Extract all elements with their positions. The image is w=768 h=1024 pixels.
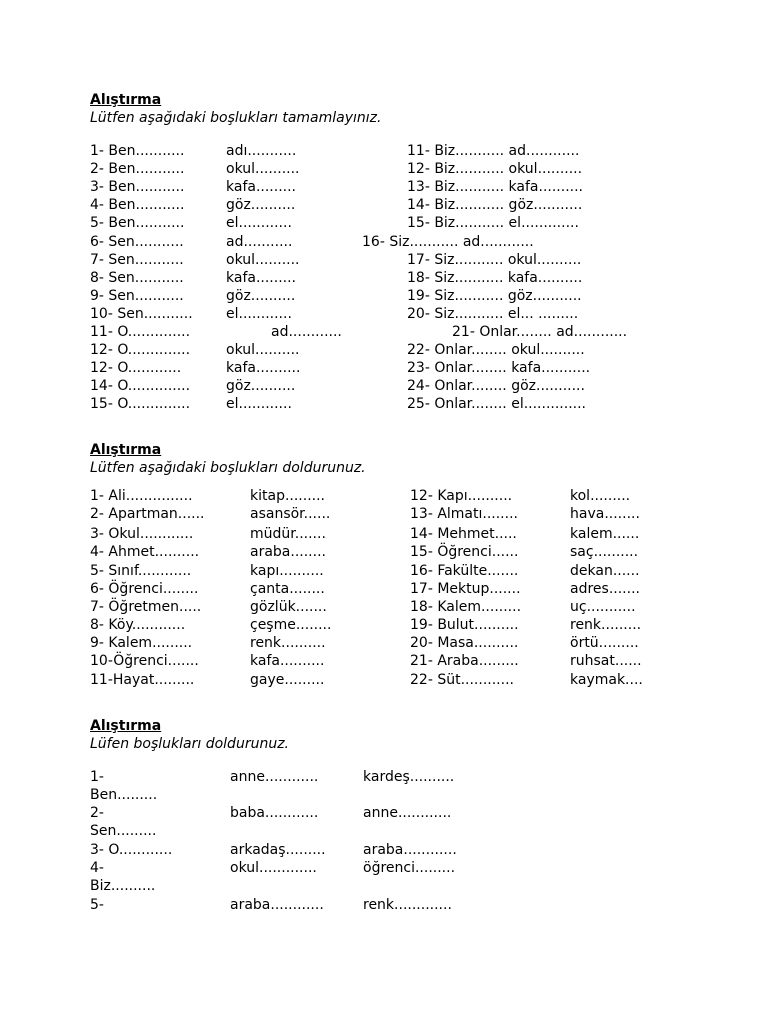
subject-blank: 9- Sen........... xyxy=(90,287,184,304)
section-instruction: Lütfen aşağıdaki boşlukları tamamlayınız. xyxy=(90,110,382,126)
blank-cell: 9- Kalem......... xyxy=(90,635,193,651)
number-label: 4- xyxy=(90,860,104,876)
noun-blank: okul.......... xyxy=(226,251,300,268)
blank-cell: uç........... xyxy=(570,599,636,615)
blank-cell: 16- Fakülte....... xyxy=(410,563,519,579)
blank-cell: çeşme........ xyxy=(250,617,332,633)
noun-blank: ad........... xyxy=(226,233,293,250)
blank-cell: okul............. xyxy=(230,860,317,876)
number-label: 3- O............ xyxy=(90,842,173,858)
blank-cell: adres....... xyxy=(570,581,640,597)
section-instruction: Lüfen boşlukları doldurunuz. xyxy=(90,736,289,752)
subject-noun-blank: 22- Onlar........ okul.......... xyxy=(407,342,585,359)
noun-blank: adı........... xyxy=(226,143,297,159)
exercise-section-3 xyxy=(90,718,730,753)
blank-cell: 15- Öğrenci...... xyxy=(410,544,519,560)
exercise-section-1 xyxy=(90,92,730,127)
blank-cell: saç.......... xyxy=(570,544,639,560)
blank-cell: 17- Mektup....... xyxy=(410,581,521,597)
subject-blank: 12- O............ xyxy=(90,360,182,377)
noun-blank: el............ xyxy=(226,305,292,322)
blank-cell: renk.......... xyxy=(250,635,326,651)
blank-cell: kaymak.... xyxy=(570,672,643,688)
blank-cell: gaye......... xyxy=(250,672,325,688)
noun-blank: el............ xyxy=(226,215,292,232)
subject-blank: Ben......... xyxy=(90,787,158,803)
blank-cell: kalem...... xyxy=(570,526,640,542)
section-heading: Alıştırma xyxy=(90,92,162,108)
subject-blank: Sen......... xyxy=(90,823,157,839)
noun-blank: ad............ xyxy=(271,324,342,340)
blank-cell: 20- Masa.......... xyxy=(410,635,519,651)
blank-cell: kitap......... xyxy=(250,488,326,504)
blank-cell: çanta........ xyxy=(250,581,325,597)
blank-cell: araba............ xyxy=(363,842,457,858)
noun-blank: göz.......... xyxy=(226,378,296,395)
subject-blank: 8- Sen........... xyxy=(90,269,184,286)
blank-cell: gözlük....... xyxy=(250,599,327,615)
blank-cell: 2- Apartman...... xyxy=(90,506,205,522)
blank-cell: 4- Ahmet.......... xyxy=(90,544,200,560)
subject-blank: 6- Sen........... xyxy=(90,233,184,250)
subject-noun-blank: 18- Siz........... kafa.......... xyxy=(407,269,583,286)
subject-blank: 11- O.............. xyxy=(90,324,191,340)
blank-cell: öğrenci......... xyxy=(363,860,456,876)
blank-cell: 6- Öğrenci........ xyxy=(90,581,199,597)
blank-cell: 14- Mehmet..... xyxy=(410,526,517,542)
blank-cell: 5- Sınıf............ xyxy=(90,563,192,579)
subject-blank: 5- Ben........... xyxy=(90,215,185,232)
blank-cell: araba............ xyxy=(230,897,324,913)
number-label: 5- xyxy=(90,897,104,913)
section-heading: Alıştırma xyxy=(90,442,162,458)
subject-blank: 14- O.............. xyxy=(90,378,191,395)
blank-cell: 11-Hayat......... xyxy=(90,672,195,688)
subject-noun-blank: 16- Siz........... ad............ xyxy=(362,233,534,250)
noun-blank: kafa......... xyxy=(226,179,296,196)
subject-blank: 3- Ben........... xyxy=(90,179,185,196)
blank-cell: anne............ xyxy=(230,769,319,785)
blank-cell: anne............ xyxy=(363,805,452,821)
blank-cell: asansör...... xyxy=(250,506,331,522)
blank-cell: ruhsat...... xyxy=(570,653,642,669)
blank-cell: 12- Kapı.......... xyxy=(410,488,513,504)
noun-blank: okul.......... xyxy=(226,342,300,359)
blank-cell: 1- Ali............... xyxy=(90,488,193,504)
number-label: 2- xyxy=(90,805,104,821)
subject-noun-blank: 17- Siz........... okul.......... xyxy=(407,251,582,268)
subject-noun-blank: 23- Onlar........ kafa........... xyxy=(407,360,591,377)
blank-cell: 21- Araba......... xyxy=(410,653,519,669)
subject-blank: 2- Ben........... xyxy=(90,161,185,178)
blank-cell: renk............. xyxy=(363,897,452,913)
section-instruction: Lütfen aşağıdaki boşlukları doldurunuz. xyxy=(90,460,366,476)
subject-blank: 1- Ben........... xyxy=(90,143,185,159)
blank-cell: kol......... xyxy=(570,488,631,504)
subject-blank: 12- O.............. xyxy=(90,342,191,359)
section-heading: Alıştırma xyxy=(90,718,162,734)
blank-cell: araba........ xyxy=(250,544,326,560)
subject-blank: 15- O.............. xyxy=(90,396,191,413)
noun-blank: göz.......... xyxy=(226,197,296,214)
blank-cell: kafa.......... xyxy=(250,653,325,669)
subject-blank: Biz.......... xyxy=(90,878,156,894)
blank-cell: müdür....... xyxy=(250,526,326,542)
subject-noun-blank: 21- Onlar........ ad............ xyxy=(452,324,628,340)
blank-cell: 18- Kalem......... xyxy=(410,599,522,615)
blank-cell: baba............ xyxy=(230,805,319,821)
blank-cell: 13- Almatı........ xyxy=(410,506,518,522)
blank-cell: 10-Öğrenci....... xyxy=(90,653,199,669)
subject-noun-blank: 19- Siz........... göz........... xyxy=(407,287,582,304)
subject-noun-blank: 14- Biz........... göz........... xyxy=(407,197,583,214)
subject-noun-blank: 11- Biz........... ad............ xyxy=(407,143,580,159)
noun-blank: kafa.......... xyxy=(226,360,301,377)
subject-noun-blank: 25- Onlar........ el.............. xyxy=(407,396,587,413)
noun-blank: okul.......... xyxy=(226,161,300,178)
blank-cell: 8- Köy............ xyxy=(90,617,186,633)
blank-cell: hava........ xyxy=(570,506,640,522)
subject-noun-blank: 12- Biz........... okul.......... xyxy=(407,161,583,178)
exercise-section-2 xyxy=(90,442,730,477)
subject-noun-blank: 24- Onlar........ göz........... xyxy=(407,378,585,395)
blank-cell: 3- Okul............ xyxy=(90,526,194,542)
blank-cell: dekan...... xyxy=(570,563,640,579)
subject-noun-blank: 15- Biz........... el............. xyxy=(407,215,579,232)
blank-cell: renk......... xyxy=(570,617,642,633)
subject-blank: 4- Ben........... xyxy=(90,197,185,214)
blank-cell: 7- Öğretmen..... xyxy=(90,599,202,615)
blank-cell: örtü......... xyxy=(570,635,639,651)
noun-blank: göz.......... xyxy=(226,287,296,304)
blank-cell: arkadaş......... xyxy=(230,842,326,858)
noun-blank: kafa......... xyxy=(226,269,296,286)
blank-cell: kardeş.......... xyxy=(363,769,455,785)
subject-noun-blank: 20- Siz........... el... ......... xyxy=(407,305,579,322)
subject-noun-blank: 13- Biz........... kafa.......... xyxy=(407,179,584,196)
number-label: 1- xyxy=(90,769,104,785)
blank-cell: 22- Süt............ xyxy=(410,672,514,688)
blank-cell: kapı.......... xyxy=(250,563,324,579)
subject-blank: 10- Sen........... xyxy=(90,305,193,322)
subject-blank: 7- Sen........... xyxy=(90,251,184,268)
noun-blank: el............ xyxy=(226,396,292,413)
blank-cell: 19- Bulut.......... xyxy=(410,617,519,633)
